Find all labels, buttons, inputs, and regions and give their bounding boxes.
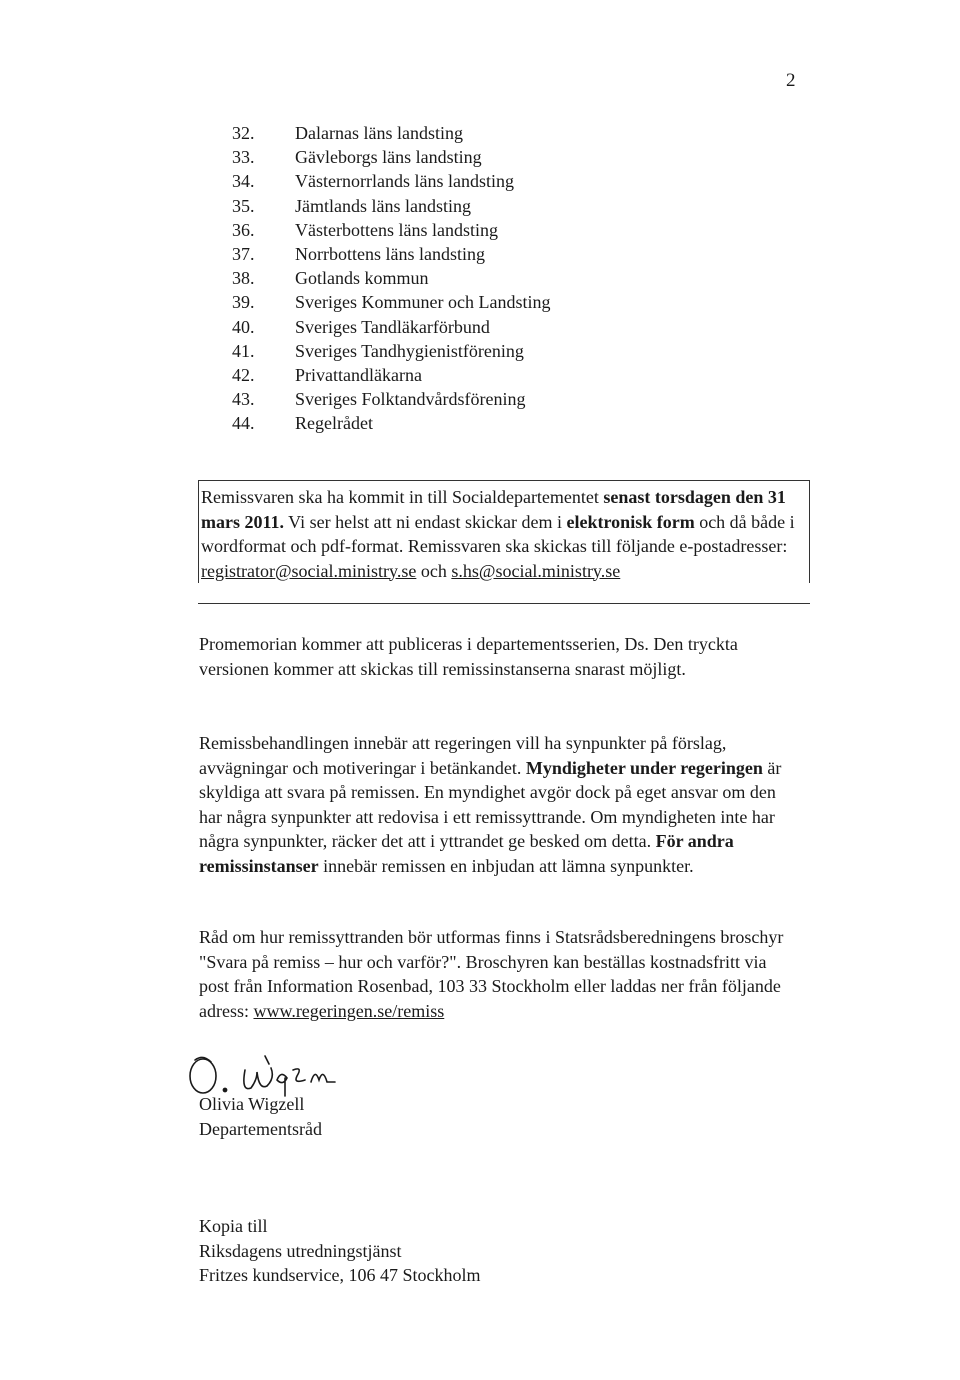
copy-line: Fritzes kundservice, 106 47 Stockholm [199, 1265, 481, 1285]
item-number: 33. [232, 147, 255, 168]
email-link-hs[interactable]: s.hs@social.ministry.se [451, 560, 621, 581]
signer-title: Departementsråd [199, 1118, 322, 1139]
list-item [232, 290, 550, 314]
notice-text: och [416, 560, 452, 581]
item-name: Västerbottens läns landsting [295, 219, 498, 240]
item-number: 40. [232, 316, 255, 337]
publication-paragraph: Promemorian kommer att publiceras i departementsserien, Ds. Den tryckta versionen kommer att skickas till remissinstanserna snarast möjligt. [199, 634, 738, 679]
item-number: 32. [232, 123, 255, 143]
handwritten-signature [185, 1040, 385, 1100]
item-number: 37. [232, 244, 255, 265]
item-name: Västernorrlands läns landsting [295, 171, 514, 192]
list-item [232, 411, 550, 435]
email-link-registrator[interactable]: registrator@social.ministry.se [201, 560, 417, 581]
item-name: Sveriges Tandläkarförbund [295, 316, 490, 337]
item-number: 35. [232, 195, 255, 216]
item-number: 43. [232, 389, 255, 410]
item-name: Norrbottens läns landsting [295, 244, 485, 265]
item-number: 38. [232, 268, 255, 289]
item-name: Gävleborgs läns landsting [295, 147, 482, 168]
notice-bottom-rule [198, 603, 810, 604]
page-number: 2 [786, 70, 796, 91]
item-name: Sveriges Tandhygienistförening [295, 340, 524, 361]
paragraph-text: innebär remissen en inbjudan att lämna synpunkter. [318, 855, 694, 876]
list-item [232, 145, 550, 169]
advice-paragraph [199, 925, 799, 1023]
referral-paragraph [199, 731, 799, 878]
deadline-notice-box [198, 480, 810, 583]
paragraph-text: Remissbehandlingen innebär att regeringen vill ha synpunkter på förslag, avvägningar och motiveringar i betänkandet. [199, 733, 727, 778]
list-item [232, 121, 550, 145]
list-item [232, 218, 550, 242]
list-item [232, 266, 550, 290]
item-number: 41. [232, 340, 255, 361]
copy-line: Riksdagens utredningstjänst [199, 1240, 402, 1261]
signer-block [199, 1092, 322, 1141]
notice-electronic-form: elektronisk form [566, 511, 695, 532]
notice-text: Vi ser helst att ni endast skickar dem i [284, 511, 567, 532]
list-item [232, 169, 550, 193]
item-number: 36. [232, 219, 255, 240]
signer-name: Olivia Wigzell [199, 1094, 305, 1114]
copy-heading: Kopia till [199, 1216, 268, 1236]
copy-recipients [199, 1214, 480, 1288]
list-item [232, 315, 550, 339]
notice-deadline: senast torsdagen den 31 mars 2011. [201, 487, 786, 532]
list-item [232, 363, 550, 387]
item-name: Privattandläkarna [295, 365, 422, 386]
list-item [232, 194, 550, 218]
item-name: Jämtlands läns landsting [295, 195, 471, 216]
item-number: 34. [232, 171, 255, 192]
item-name: Sveriges Folktandvårdsförening [295, 389, 526, 410]
list-item [232, 242, 550, 266]
item-name: Sveriges Kommuner och Landsting [295, 292, 551, 313]
paragraph-text: är skyldiga att svara på remissen. En myndighet avgör dock på eget ansvar om den har några synpunkter att redovisa i ett remissyttrande. Om myndigheten inte har några synpunkter, räcker det att i yttrandet ge besked om detta. [199, 757, 782, 851]
item-number: 39. [232, 292, 255, 313]
item-number: 42. [232, 365, 255, 386]
bold-phrase: Myndigheter under regeringen [525, 757, 763, 778]
list-item [232, 339, 550, 363]
item-name: Dalarnas läns landsting [295, 123, 463, 143]
bold-phrase: För andra remissinstanser [199, 831, 734, 876]
item-name: Gotlands kommun [295, 268, 429, 289]
notice-text: och då både i wordformat och pdf-format. Remissvaren ska skickas till följande e-postadresser: [201, 511, 795, 556]
notice-text: Remissvaren ska ha kommit in till Socialdepartementet [201, 487, 604, 507]
item-name: Regelrådet [295, 413, 373, 434]
recipient-list [232, 121, 550, 436]
paragraph-text: Råd om hur remissyttranden bör utformas finns i Statsrådsberedningens broschyr "Svara på remiss – hur och varför?". Broschyren kan beställas kostnadsfritt via post från Information Rosenbad, 103 33 Stockholm eller laddas ner från följande adress: [199, 927, 784, 1021]
remiss-web-link[interactable]: www.regeringen.se/remiss [253, 1000, 445, 1021]
list-item [232, 387, 550, 411]
item-number: 44. [232, 413, 255, 434]
